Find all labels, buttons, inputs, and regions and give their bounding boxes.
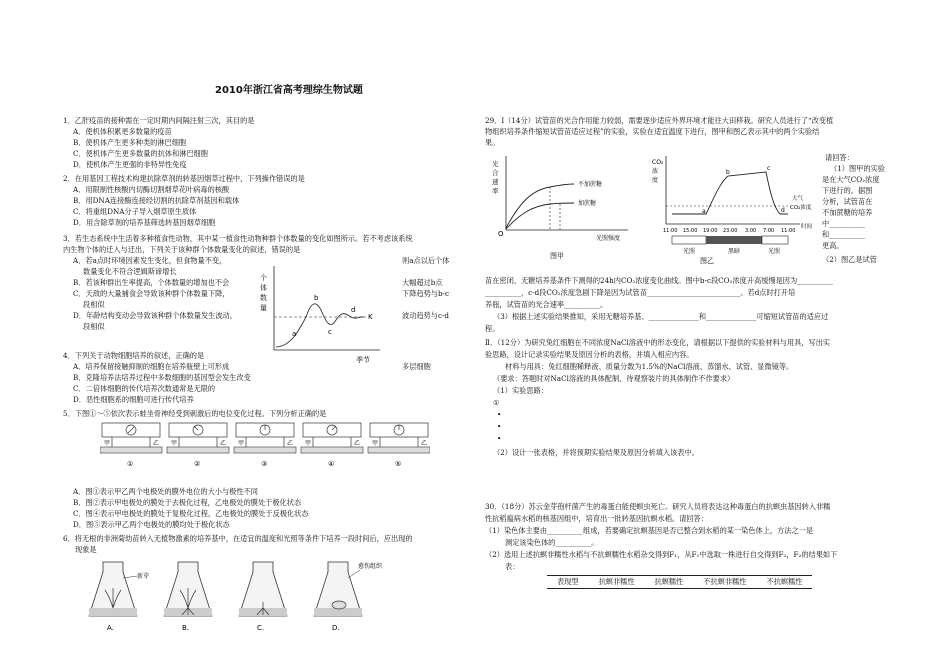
q5-label-3: ③ <box>261 460 268 468</box>
svg-text:光照: 光照 <box>768 248 781 255</box>
q29-bullet-2: • <box>497 434 502 443</box>
svg-text:甲: 甲 <box>305 440 312 447</box>
svg-text:光: 光 <box>492 160 499 168</box>
q29-line8: 程。 <box>485 324 500 333</box>
q5-label-1: ① <box>127 460 134 468</box>
page-title: 2010年浙江省高考理综生物试题 <box>215 85 363 96</box>
q5-panel-3 <box>234 423 296 468</box>
q29-side-9: （2）图乙是试管 <box>822 255 877 264</box>
q29-figa-curve2: 加蔗糖 <box>578 200 597 207</box>
q2-option-b: B．用DNA连接酶连接经切割的抗除草剂基因和载体 <box>73 196 240 205</box>
q5-panel-4 <box>301 423 363 468</box>
q29-side-3: 下进行的。据图 <box>822 186 873 195</box>
q29-side-4: 分析，试管苗在 <box>822 197 873 206</box>
svg-text:时间: 时间 <box>801 224 813 230</box>
q29-side-5: 不加蔗糖的培养 <box>822 208 873 217</box>
table-cell: 不抗螟糯性 <box>756 576 812 589</box>
q29-ii-line3: 材料与用具：兔红细胞稀释液、质量分数为1.5%的NaCl溶液、蒸馏水、试管、显微镜等。 <box>505 362 794 371</box>
q29-line6: 养瓶，试管苗的光合速率__________。 <box>485 300 608 309</box>
q5-nerve-figure <box>100 421 430 471</box>
q29-figa-xlabel: 光照强度 <box>596 235 621 242</box>
q3-point-c: c <box>328 328 332 336</box>
q3-xlabel: 季节 <box>356 356 370 364</box>
q3-stem-line1: 3．若生态系统中生活着多种植食性动物，其中某一植食性动物种群个体数量的变化如图所示。若不考虑该系统 <box>63 234 413 243</box>
q29-side-8: 更高。 <box>822 241 844 250</box>
svg-text:甲: 甲 <box>171 440 178 447</box>
q5-label-4: ④ <box>328 460 335 468</box>
svg-text:d: d <box>781 207 785 214</box>
q29-figa-curve1: 不加蔗糖 <box>578 181 603 188</box>
svg-text:甲: 甲 <box>238 440 245 447</box>
q6-label-a: A. <box>107 624 114 632</box>
table-cell: 抗螟非糯性 <box>589 576 645 589</box>
q30-line4: 测定该染色体的__________。 <box>505 538 599 547</box>
flask-b <box>164 562 212 632</box>
q4-stem: 4．下列关于动物细胞培养的叙述，正确的是 <box>63 351 205 360</box>
svg-text:浓: 浓 <box>652 168 659 175</box>
q1-option-c: C．使机体产生更多数量的抗体和淋巴细胞 <box>73 149 208 158</box>
q29-figa-caption: 图甲 <box>550 252 564 260</box>
q3-stem-line2: 内生物个体的迁入与迁出，下列关于该种群个体数量变化的叙述，错误的是 <box>63 245 301 254</box>
q6-flask-figure <box>85 558 405 638</box>
q5-label-2: ② <box>194 460 201 468</box>
svg-text:3:00: 3:00 <box>745 228 757 234</box>
q29-ii-line2: 验思路，设计记录实验结果及原因分析的表格，并填入相应内容。 <box>485 350 694 359</box>
q29-side-6: 中__________ <box>822 219 866 228</box>
q3-option-d-right: 波动趋势与c-d <box>402 311 449 320</box>
q3-option-a: A．若a点时环境因素发生变化，但食物量不变， <box>73 256 227 265</box>
svg-text:CO₂浓度: CO₂浓度 <box>790 205 812 211</box>
svg-text:a: a <box>702 208 706 215</box>
q6-label-c: C. <box>257 624 265 632</box>
q3-ylabel-1: 体 <box>260 284 267 292</box>
q3-k-label: K <box>368 313 373 321</box>
q3-population-figure <box>256 262 388 366</box>
curve-sugar <box>506 203 574 229</box>
svg-text:7:00: 7:00 <box>763 228 775 234</box>
q5-panel-2 <box>167 423 229 468</box>
q1-option-a: A．使机体积累更多数量的疫苗 <box>73 127 172 136</box>
svg-text:b: b <box>726 169 730 176</box>
q4-option-c: C．二倍体细胞的传代培养次数通常是无限的 <box>73 384 216 393</box>
svg-text:甲: 甲 <box>372 440 379 447</box>
svg-text:大气: 大气 <box>792 196 804 202</box>
q29-ii-line1: Ⅱ．（12分）为研究兔红细胞在不同浓度NaCl溶液中的形态变化，请根据以下提供的实验材料与用具，写出实 <box>485 338 831 347</box>
q3-option-a-right: 则a点以后个体 <box>402 256 450 265</box>
q5-option-c: C．图④表示甲电极处的膜处于复极化过程，乙电极处的膜处于反极化状态 <box>73 509 309 518</box>
q3-option-c: C．天敌的大量捕食会导致该种群个体数量下降， <box>73 289 230 298</box>
table-cell: 不抗螟非糯性 <box>693 576 756 589</box>
q5-label-5: ⑤ <box>395 460 402 468</box>
q6-stem-line1: 6．将无根的非洲菊幼苗转入无植物激素的培养基中，在适宜的温度和光照等条件下培养一段时间后，应出现的 <box>63 534 413 543</box>
table-cell: 抗螟糯性 <box>645 576 694 589</box>
q29-ii-line5: （1）实验思路： <box>493 386 548 395</box>
q29-line7: （3）根据上述实验结果推知，采用无糖培养基、______________和______________可缩短试管苗的适应过 <box>493 312 829 321</box>
q3-option-a-cont: 数量变化不符合逻辑斯谛增长 <box>83 267 177 276</box>
q3-ylabel-3: 量 <box>260 304 267 312</box>
q30-phenotype-table <box>547 575 812 589</box>
svg-text:黑暗: 黑暗 <box>728 248 741 255</box>
q6-stem-line2: 现象是 <box>75 545 97 554</box>
svg-text:光照: 光照 <box>683 248 696 255</box>
q29-ii-line4: （要求：答题时对NaCl溶液的具体配制、待观察装片的具体制作不作要求） <box>493 374 735 383</box>
q5-panel-5 <box>368 423 430 468</box>
svg-text:CO₂: CO₂ <box>652 159 664 166</box>
q29-line1: 29．Ⅰ（14分）试管苗的光合作用能力较弱，需要逐步适应外界环境才能往大田移栽。研究人员进行了“改变植 <box>485 116 834 125</box>
q29-line4: 苗在密闭、无糖培养基条件下测得的24h内CO₂浓度变化曲线。图中b-c段CO₂浓度升高缓慢是因为__________ <box>485 276 834 285</box>
q29-figa-origin: O <box>498 230 504 238</box>
q3-point-d: d <box>351 306 356 314</box>
q4-option-d: D．恶性细胞系的细胞可进行传代培养 <box>73 395 194 404</box>
q29-figure-b <box>650 152 822 266</box>
q5-panel-1 <box>100 423 162 468</box>
q1-option-b: B．使机体产生更多种类的淋巴细胞 <box>73 138 187 147</box>
q30-line6: 表： <box>505 562 520 571</box>
q29-side-1: （1）图甲的实验 <box>830 164 885 173</box>
svg-text:23:00: 23:00 <box>723 228 738 234</box>
table-row <box>547 576 812 589</box>
svg-text:11:00: 11:00 <box>663 228 678 234</box>
q5-option-b: B．图②表示甲电极处的膜处于去极化过程，乙电极处的膜处于极化状态 <box>73 498 302 507</box>
q29-side-7: 和__________ <box>822 230 866 239</box>
q29-line2: 物组织培养条件缩短试管苗适应过程”的实验，实验在适宜温度下进行，图甲和图乙表示其中的两个实验结 <box>485 127 820 136</box>
flask-d <box>314 562 383 632</box>
flask-c <box>239 562 287 632</box>
q1-option-d: D．使机体产生更强的非特异性免疫 <box>73 160 187 169</box>
q2-option-c: C．将重组DNA分子导入烟草原生质体 <box>73 207 197 216</box>
q3-point-a: a <box>292 330 297 338</box>
q29-line3: 果。 <box>485 138 500 147</box>
svg-text:度: 度 <box>652 177 659 184</box>
q5-stem: 5．下图①～⑤依次表示蛙坐骨神经受到刺激后的电位变化过程。下列分析正确的是 <box>63 409 327 418</box>
svg-text:率: 率 <box>492 187 499 195</box>
q3-option-d-cont: 段相似 <box>83 322 105 331</box>
q6-callus-label: 愈伤组织 <box>358 563 383 570</box>
q3-option-c-right: 下降趋势与b-c <box>402 289 449 298</box>
q29-side-0: 请回答： <box>825 153 854 162</box>
svg-text:11:00: 11:00 <box>781 228 796 234</box>
q30-line5: （2）选用上述抗螟非糯性水稻与不抗螟糯性水稻杂交得到F₁，从F₁中选取一株进行自交得到F₂，F₂的结果如下 <box>485 550 838 559</box>
svg-text:速: 速 <box>492 178 499 186</box>
q3-option-c-cont: 段相似 <box>83 300 105 309</box>
q29-line5: __________，c-d段CO₂浓度急剧下降是因为试管苗__________________________。若d点时打开培 <box>485 288 796 297</box>
q6-label-d: D. <box>332 624 340 632</box>
q6-sprout-label: 新芽 <box>137 573 150 580</box>
svg-text:乙: 乙 <box>153 440 160 447</box>
svg-text:c: c <box>767 165 771 172</box>
q3-point-b: b <box>314 294 319 302</box>
svg-text:乙: 乙 <box>287 440 294 447</box>
q2-stem: 2．在用基因工程技术构建抗除草剂的转基因烟草过程中，下列操作错误的是 <box>63 174 305 183</box>
q3-option-b: B．若该种群出生率提高，个体数量的增加也不会 <box>73 278 230 287</box>
table-cell-phenotype: 表现型 <box>547 576 589 589</box>
svg-text:合: 合 <box>492 169 499 177</box>
q30-line1: 30．（18分）苏云金芽孢杆菌产生的毒蛋白能使螟虫死亡。研究人员将表达这种毒蛋白的抗螟虫基因转入非糯 <box>485 502 831 511</box>
q29-bullet-1: • <box>497 422 502 431</box>
q3-ylabel-2: 数 <box>260 294 267 302</box>
q3-option-d: D．年龄结构变动会导致该种群个体数量发生波动， <box>73 311 237 320</box>
q29-side-2: 是在大气CO₂浓度 <box>822 175 880 184</box>
q5-option-d: D．图⑤表示甲乙两个电极处的膜均处于极化状态 <box>73 520 230 529</box>
svg-text:甲: 甲 <box>104 440 111 447</box>
svg-text:乙: 乙 <box>220 440 227 447</box>
q29-figb-caption: 图乙 <box>700 257 714 265</box>
q29-ii-line7: （2）设计一张表格，并将预期实验结果及原因分析填入该表中。 <box>493 448 699 457</box>
flask-a <box>89 562 149 632</box>
q4-option-a-right: 多层细胞 <box>402 362 431 371</box>
q30-line3: （1）染色体主要由__________组成，若要确定抗螟基因是否已整合到水稻的某一染色体上，方法之一是 <box>485 526 814 535</box>
q2-option-a: A．用限制性核酸内切酶切割烟草花叶病毒的核酸 <box>73 185 230 194</box>
q2-option-d: D．用含除草剂的培养基筛选转基因烟草细胞 <box>73 218 216 227</box>
svg-text:19:00: 19:00 <box>703 228 718 234</box>
q3-option-b-right: 大幅超过b点 <box>402 278 443 287</box>
svg-text:乙: 乙 <box>354 440 361 447</box>
svg-text:15:00: 15:00 <box>683 228 698 234</box>
q29-ii-line6: ① <box>493 398 500 407</box>
q1-stem: 1．乙肝疫苗的接种需在一定时期内间隔注射三次，其目的是 <box>63 116 255 125</box>
q4-option-b: B．克隆培养法培养过程中多数细胞的基因型会发生改变 <box>73 373 251 382</box>
q6-label-b: B. <box>182 624 190 632</box>
q4-option-a: A．培养保留接触抑制的细胞在培养瓶壁上可形成 <box>73 362 230 371</box>
q30-line2: 性抗稻瘟病水稻的核基因组中，培育出一批转基因抗螟水稻。请回答： <box>485 514 708 523</box>
q29-bullet-0: • <box>497 410 502 419</box>
q5-option-a: A．图①表示甲乙两个电极处的膜外电位的大小与极性不同 <box>73 487 258 496</box>
q29-figure-a <box>490 152 640 264</box>
q3-ylabel-0: 个 <box>260 274 267 282</box>
svg-text:乙: 乙 <box>421 440 428 447</box>
